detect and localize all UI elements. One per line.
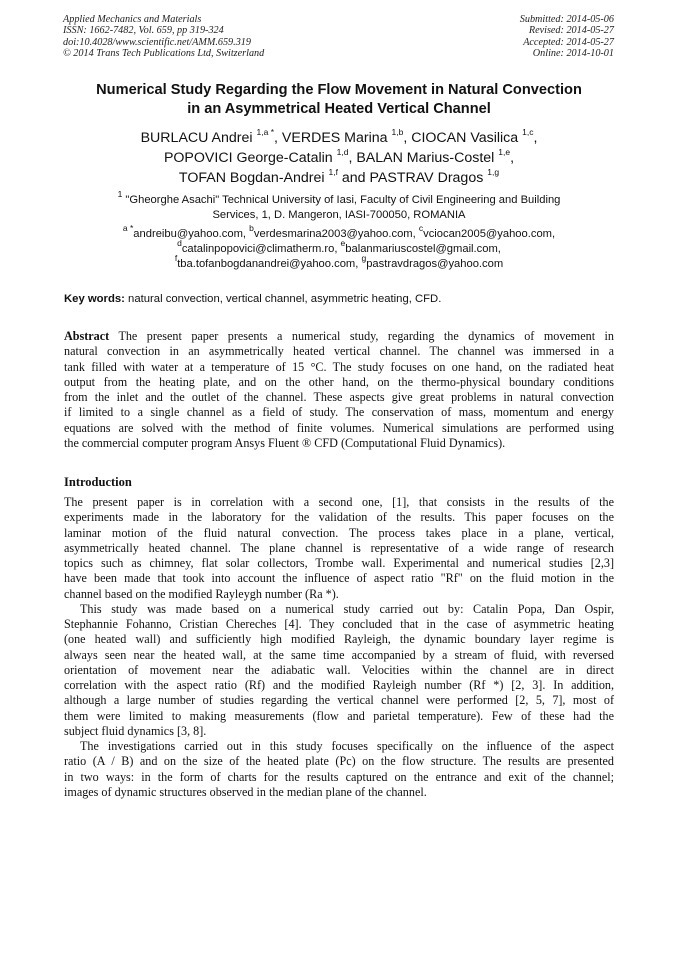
body-line: experiments made in the laboratory for the validation of the results. This paper focuses on the — [64, 510, 614, 525]
email-link[interactable]: andreibu@yahoo.com, — [133, 228, 250, 240]
author-separator: , — [533, 130, 538, 146]
body-line: orientation of movement near the adiabatic wall. Velocities within the channel are in direct — [64, 662, 614, 677]
keywords-text: natural convection, vertical channel, asymmetric heating, CFD. — [124, 293, 442, 305]
title-line-1: Numerical Study Regarding the Flow Movement in Natural Convection — [96, 82, 582, 98]
journal-copyright: © 2014 Trans Tech Publications Ltd, Switzerland — [63, 48, 265, 60]
email-sup: g — [361, 252, 367, 263]
abstract-label: Abstract — [64, 329, 110, 343]
abstract-line: tank filled with water at a temperature of 15 °C. The study focuses on one hand, on the radiated heat — [64, 359, 614, 374]
email-sup: e — [340, 238, 346, 249]
abstract — [64, 329, 614, 451]
body-line: laminar motion of the fluid natural convection. The process takes place in a plane, vertical, — [64, 525, 614, 540]
affiliation-sup: 1 — [117, 189, 123, 200]
abstract-line: from the inlet and the outlet of the channel. These aspects give great problems in natural convection — [64, 390, 614, 404]
date-accepted: Accepted: 2014-05-27 — [523, 36, 614, 48]
date-revised: Revised: 2014-05-27 — [528, 25, 614, 37]
author-line-2 — [40, 148, 638, 168]
author-name: BURLACU Andrei — [140, 130, 257, 146]
email-line-2 — [64, 238, 614, 257]
email-link[interactable]: balanmariuscostel@gmail.com, — [345, 242, 501, 255]
body-line: images of dynamic structures observed in the median plane of the channel. — [64, 784, 427, 799]
email-link[interactable]: vciocan2005@yahoo.com, — [423, 228, 556, 240]
abstract-line: natural convection in an asymmetrically heated vertical channel. The channel was immersed in a — [64, 344, 614, 359]
abstract-line — [64, 329, 614, 344]
email-link[interactable]: catalinpopovici@climatherm.ro, — [181, 242, 341, 255]
body-line: always seen near the heated wall, at the same time accompanied by a stream of fluid, with reversed — [64, 647, 614, 662]
author-sup: 1,f — [328, 167, 338, 178]
journal-header — [63, 14, 264, 60]
author-name: , BALAN Marius-Costel — [348, 150, 499, 166]
author-list — [40, 128, 638, 188]
abstract-line: equations are solved with the method of finite volumes. Numerical simulations are performed using — [64, 420, 614, 435]
journal-issn: ISSN: 1662-7482, Vol. 659, pp 319-324 — [63, 25, 224, 37]
affiliation-text: "Gheorghe Asachi" Technical University of Iasi, Faculty of Civil Engineering and Building — [122, 194, 561, 206]
affiliation — [64, 189, 614, 222]
dates-header — [520, 14, 614, 60]
date-online: Online: 2014-10-01 — [532, 48, 614, 60]
author-sup: 1,a * — [256, 127, 275, 138]
author-sup: 1,g — [487, 167, 500, 178]
email-list — [64, 223, 614, 271]
body-line: The present paper is in correlation with a second one, [1], that consists in the results of the — [64, 495, 614, 509]
body-line: Stephannie Fohanno, Cristian Chereches [4]. They concluded that in the case of asymmetric heating — [64, 617, 614, 631]
author-sup: 1,b — [391, 127, 404, 138]
author-sup: 1,e — [498, 147, 511, 158]
email-link[interactable]: verdesmarina2003@yahoo.com, — [253, 228, 419, 240]
body-line: (one heated wall) and sufficiently high modified Rayleigh, the dynamic boundary layer regime is — [64, 632, 614, 647]
journal-doi: doi:10.4028/www.scientific.net/AMM.659.319 — [63, 36, 251, 48]
body-line: in two ways: in the form of charts for the results captured on the entrance and exit of the channel; — [64, 769, 614, 784]
body-line: topics such as chimney, flat solar collectors, Trombe wall. Experimental and numerical studies [2,3] — [64, 556, 614, 570]
author-separator: , — [510, 150, 515, 166]
body-line: although a large number of studies regarding the vertical channel were performed [2, 5, 7], most of — [64, 693, 614, 708]
email-sup: a * — [122, 223, 134, 234]
section-heading-introduction: Introduction — [64, 475, 132, 489]
body-line: channel based on the modified Rayleygh number (Ra *). — [64, 586, 339, 601]
author-name: POPOVICI George-Catalin — [163, 150, 337, 166]
email-sup: d — [177, 238, 182, 249]
abstract-line: if limited to a single channel as a field of study. The conservation of mass, momentum and energy — [64, 405, 614, 420]
author-name: and PASTRAV Dragos — [337, 170, 488, 186]
author-line-3 — [40, 168, 638, 188]
body-line: subject fluid dynamics [3, 8]. — [64, 723, 207, 738]
journal-name: Applied Mechanics and Materials — [63, 14, 202, 25]
body-line: This study was made based on a numerical study carried out by: Catalin Popa, Dan Ospir, — [80, 601, 614, 616]
body-line: ratio (A / B) and on the size of the heated plate (Pc) on the flow structure. The results are presented — [64, 754, 614, 769]
email-link[interactable]: tba.tofanbogdanandrei@yahoo.com, — [177, 257, 362, 270]
author-name: , VERDES Marina — [274, 130, 392, 146]
body-line: have been made that took into account the influence of aspect ratio "Rf" on the fluid motion in the — [64, 571, 614, 586]
introduction-body — [64, 495, 614, 800]
author-line-1 — [40, 128, 638, 148]
abstract-line: the commercial computer program Ansys Fluent ® CFD (Computational Fluid Dynamics). — [64, 435, 506, 450]
author-sup: 1,c — [522, 127, 534, 138]
email-sup: f — [174, 252, 178, 263]
keywords — [64, 292, 614, 306]
body-line: The investigations carried out in this study focuses specifically on the influence of the aspect — [80, 739, 614, 753]
email-line-1 — [64, 223, 614, 242]
affiliation-line-2: Services, 1, D. Mangeron, IASI-700050, ROMANIA — [212, 208, 466, 221]
date-submitted: Submitted: 2014-05-06 — [519, 14, 614, 25]
author-sup: 1,d — [336, 147, 349, 158]
keywords-label: Key words: — [64, 293, 125, 305]
author-name: TOFAN Bogdan-Andrei — [178, 170, 329, 186]
abstract-line: output from the heating plate, and on the other hand, on the thermo-physical boundary conditions — [64, 374, 614, 389]
author-name: , CIOCAN Vasilica — [403, 130, 523, 146]
paper-title — [40, 81, 638, 118]
body-line: asymmetrically heated channel. The plane channel is representative of a wide range of research — [64, 540, 614, 555]
body-line: them were limited to making measurements (flow and parietal temperature). Few of these had the — [64, 708, 614, 723]
title-line-2: in an Asymmetrical Heated Vertical Channel — [187, 100, 491, 117]
affiliation-line-1 — [64, 189, 614, 208]
email-link[interactable]: pastravdragos@yahoo.com — [366, 257, 504, 270]
email-sup: b — [249, 223, 254, 234]
email-line-3 — [64, 252, 614, 272]
body-line: correlation with the aspect ratio (Rf) and the modified Rayleigh number (Rf *) [2, 3]. In addition, — [64, 678, 614, 692]
email-sup: c — [418, 223, 424, 234]
abstract-text: The present paper presents a numerical study, regarding the dynamics of movement in — [109, 329, 614, 343]
